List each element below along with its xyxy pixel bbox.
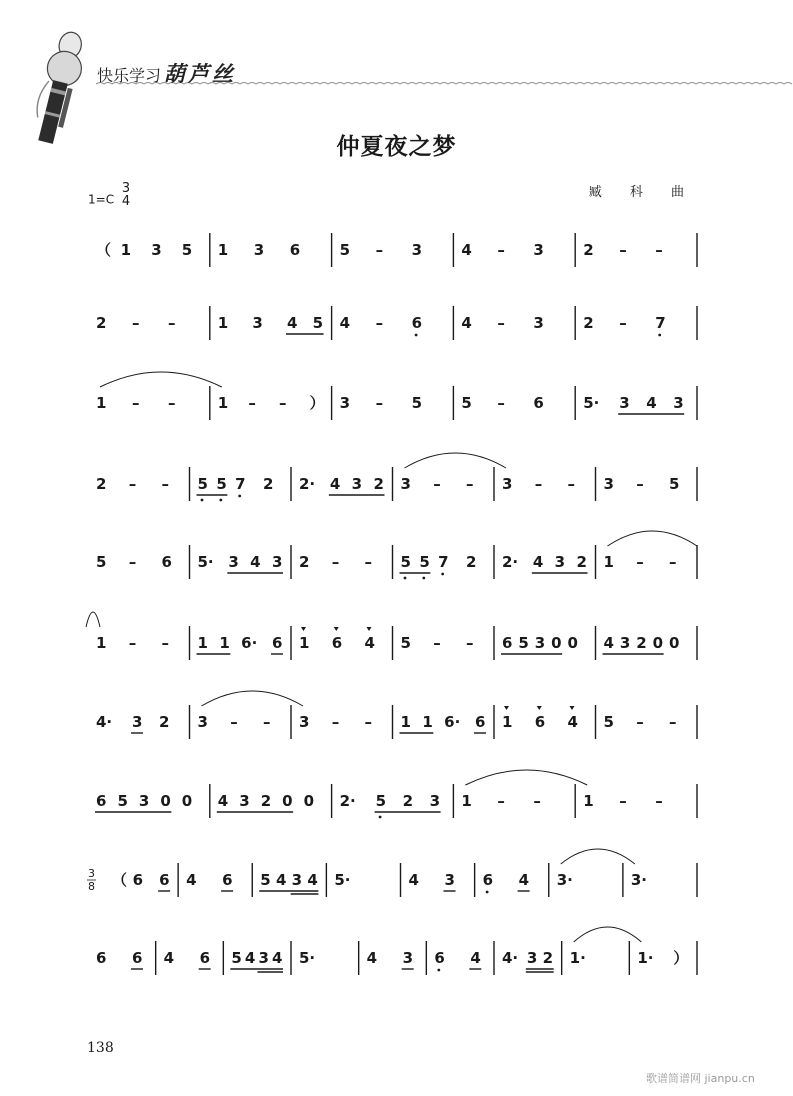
note: 5 [339,241,351,259]
measure [197,626,292,660]
note: 5 [603,713,614,731]
measure [604,545,698,579]
measure [340,386,454,420]
note: 2· [502,553,519,571]
note: 0 [669,634,680,652]
low-octave-dot [219,499,222,502]
staff-row [87,849,697,897]
note: 4 [217,792,229,810]
dash-extension: – [433,475,441,493]
measure [604,467,698,501]
dash-extension: – [466,634,474,652]
note: 5 [260,871,271,889]
note: 3 [138,792,150,810]
note: 1 [217,394,229,412]
note: 0 [181,792,193,810]
page-number: 138 [87,1040,114,1056]
note: 5 [669,475,680,493]
note: 3 [132,713,143,731]
note: 6 [132,949,143,967]
note: 4 [244,949,256,967]
note: 6 [222,871,233,889]
dash-extension: – [497,792,505,810]
dash-extension: – [375,394,384,412]
tie-slur [465,770,587,785]
note: 6 [289,241,301,259]
note: 3· [556,871,573,889]
measure [631,863,697,897]
measure [340,306,454,340]
note: 2 [96,475,107,493]
measure [583,386,697,420]
note: 4 [329,475,341,493]
note: 6 [96,792,107,810]
note: 3 [402,949,414,967]
dash-extension: – [279,394,287,412]
note: 4 [339,314,351,332]
measure [400,705,495,739]
dash-extension: – [497,241,505,259]
dash-extension: – [168,314,176,332]
note: （ [112,871,128,889]
note: 6 [533,394,544,412]
time-signature-denominator: 4 [121,194,131,209]
staff-row [96,233,697,267]
dash-extension: – [263,713,271,731]
note: 1 [217,314,229,332]
staff-row [96,306,697,340]
note: 5 [400,553,411,571]
note: 0 [652,634,664,652]
dash-extension: – [497,314,505,332]
note: 6 [534,713,546,731]
dash-extension: – [636,713,644,731]
note: 4 [287,314,298,332]
note: 0 [551,634,562,652]
measure [96,626,190,660]
note: 2 [636,634,647,652]
measure [461,386,575,420]
staff-row [96,927,697,975]
note: 4 [646,394,657,412]
dash-extension: – [375,314,384,332]
note: 1 [197,634,208,652]
dash-extension: – [132,394,140,412]
note: 3 [429,792,441,810]
dash-extension: – [248,394,256,412]
note: 6 [502,634,513,652]
dash-extension: – [132,314,140,332]
note: 3 [272,553,283,571]
measure [96,705,190,739]
note: 1 [217,241,229,259]
note: 4 [518,871,530,889]
note: 3 [239,792,250,810]
note: 6 [96,949,107,967]
measure [401,626,495,660]
low-octave-dot [486,891,489,894]
dash-extension: – [636,475,644,493]
measure [218,306,332,340]
note: 3 [673,394,684,412]
dash-extension: – [669,713,677,731]
low-octave-dot [238,495,241,498]
note: 4· [502,949,519,967]
note: 4· [96,713,113,731]
note: 3 [533,241,544,259]
note: 1 [120,241,132,259]
note: 3 [526,949,538,967]
dash-extension: – [331,713,340,731]
note: 2 [402,792,414,810]
measure [96,467,190,501]
time-signature-numerator: 3 [121,181,131,196]
measure [96,233,210,267]
measure [164,941,224,975]
tie-slur [561,849,635,864]
tie-slur [574,927,642,942]
key-label: 1=C [88,192,115,207]
measure [604,705,698,739]
measure [603,626,698,660]
note: 4 [364,634,375,652]
note: 3 [228,553,239,571]
note: 2 [299,553,310,571]
note: 3 [291,871,303,889]
note: 6 [272,634,283,652]
measure [299,545,393,579]
measure [367,941,427,975]
measure [218,386,332,420]
measure [299,941,359,975]
note: 6 [161,553,172,571]
measure [217,784,332,818]
staff-row [96,453,697,501]
note: 0 [282,792,293,810]
measure [502,705,596,739]
measure [400,545,495,579]
note: 3 [252,314,263,332]
note: 5 [419,553,430,571]
note: ） [673,949,689,967]
dash-extension: – [433,634,441,652]
meter-change-numerator: 3 [88,867,95,880]
note: 2· [299,475,316,493]
note: （ [96,241,112,259]
low-octave-dot [415,334,418,337]
low-octave-dot [201,499,204,502]
note: 4 [603,634,614,652]
header-brand: 葫芦丝 [164,61,237,86]
note: 5 [96,553,107,571]
staff-row [96,372,697,420]
note: 5 [375,792,387,810]
note: 3· [630,871,648,889]
measure [483,863,549,897]
low-octave-dot [404,577,407,580]
measure [95,784,210,818]
note: 4 [186,871,197,889]
note: 3 [400,475,411,493]
measure [218,233,332,267]
song-title: 仲夏夜之梦 [336,134,457,160]
accent-mark [537,706,542,710]
note: 5 [400,634,411,652]
note: 3 [339,394,351,412]
note: 3 [299,713,310,731]
measure [186,863,252,897]
note: 4 [307,871,318,889]
accent-mark [367,627,372,631]
note: 2 [466,553,477,571]
measure [197,467,292,501]
note: 6 [434,949,445,967]
note: 1· [637,949,654,967]
note: 4 [250,553,261,571]
note: 3 [619,394,630,412]
measure [340,233,454,267]
low-octave-dot [441,573,444,576]
note: 0 [160,792,171,810]
dash-extension: – [466,475,474,493]
note: 3 [502,475,513,493]
measure [409,863,475,897]
low-octave-dot [379,816,382,819]
tie-slur [86,612,100,627]
note: 5· [197,553,214,571]
measure [461,306,575,340]
measure [334,863,400,897]
note: 1 [583,792,594,810]
note: 3 [554,553,566,571]
note: 5· [334,871,351,889]
note: 3 [258,949,269,967]
measure [340,784,454,818]
note: 0 [567,634,578,652]
note: 5· [583,394,600,412]
measure [583,233,697,267]
note: 4 [470,949,481,967]
dash-extension: – [533,792,541,810]
tie-slur [202,691,304,706]
note: ） [309,394,325,412]
note: 1 [299,634,310,652]
note: 4 [567,713,578,731]
measure [198,705,292,739]
note: 6· [444,713,461,731]
staff-row [86,612,697,660]
note: 3 [411,241,423,259]
measure [502,467,596,501]
note: 2 [96,314,107,332]
note: 3 [351,475,363,493]
header-subtitle: 快乐学习 [97,66,162,85]
note: 5· [299,949,316,967]
dash-extension: – [636,553,644,571]
measure [502,545,596,579]
note: 2 [260,792,272,810]
note: 7 [235,475,246,493]
note: 7 [655,314,666,332]
note: 1 [96,394,107,412]
note: 6· [241,634,258,652]
note: 5 [181,241,193,259]
note: 4 [163,949,175,967]
note: 1· [569,949,586,967]
note: 2 [583,314,594,332]
dash-extension: – [619,241,627,259]
note: 4 [275,871,287,889]
measure [501,626,596,660]
measure [461,784,575,818]
measure [112,863,178,897]
accent-mark [334,627,339,631]
tie-slur [608,531,698,546]
dash-extension: – [168,394,176,412]
measure [637,941,697,975]
note: 5 [518,634,529,652]
dash-extension: – [375,241,384,259]
note: 4 [532,553,544,571]
measure [198,545,292,579]
note: 5 [117,792,128,810]
composer-credit: 臧 科 曲 [588,185,696,200]
dash-extension: – [128,553,137,571]
note: 6 [199,949,211,967]
note: 1 [96,634,107,652]
note: 5 [461,394,472,412]
dash-extension: – [364,553,372,571]
note: 6 [475,713,486,731]
header-title [97,58,236,88]
note: 3 [253,241,265,259]
measure [299,705,393,739]
measure [230,941,291,975]
accent-mark [570,706,575,710]
note: 2 [576,553,587,571]
dash-extension: – [161,475,169,493]
dash-extension: – [655,241,663,259]
dash-extension: – [655,792,663,810]
measure [583,306,697,340]
note: 1 [219,634,230,652]
staff-row [96,531,697,579]
dash-extension: – [230,713,238,731]
note: 2· [339,792,356,810]
note: 5 [216,475,227,493]
note: 4 [272,949,283,967]
note: 7 [438,553,449,571]
note: 3 [619,634,631,652]
notation-body [86,233,697,975]
dash-extension: – [128,634,137,652]
low-octave-dot [658,334,661,337]
note: 3 [151,241,162,259]
note: 6 [132,871,143,889]
dash-extension: – [619,314,627,332]
measure [259,863,326,897]
dash-extension: – [497,394,505,412]
measure [461,233,575,267]
measure [96,545,190,579]
note: 1 [422,713,433,731]
accent-mark [301,627,306,631]
dash-extension: – [669,553,677,571]
key-signature [88,181,131,213]
note: 6 [411,314,423,332]
measure [583,784,697,818]
tie-slur [100,372,222,387]
note: 4 [461,314,472,332]
measure [401,467,495,501]
note: 4 [408,871,419,889]
note: 6 [331,634,343,652]
note: 4 [366,949,378,967]
note: 5 [411,394,423,412]
staff-row [95,770,697,818]
note: 3 [534,634,546,652]
dash-extension: – [161,634,169,652]
measure [96,941,156,975]
note: 2 [263,475,274,493]
watermark-text: 歌谱简谱网 jianpu.cn [646,1072,755,1085]
staff-row [96,691,697,739]
accent-mark [504,706,509,710]
measure [557,863,623,897]
measure [502,941,562,975]
dash-extension: – [534,475,543,493]
note: 3 [197,713,208,731]
measure [299,626,393,660]
note: 5 [197,475,208,493]
low-octave-dot [437,969,440,972]
note: 1 [603,553,614,571]
note: 3 [444,871,455,889]
note: 2 [583,241,594,259]
note: 3 [603,475,614,493]
dash-extension: – [331,553,340,571]
note: 6 [482,871,494,889]
note: 4 [461,241,472,259]
note: 6 [159,871,170,889]
meter-change-denominator: 8 [88,880,95,893]
dash-extension: – [128,475,137,493]
note: 1 [502,713,513,731]
dash-extension: – [619,792,627,810]
tie-slur [405,453,507,468]
measure [434,941,494,975]
note: 5 [312,314,324,332]
measure [299,467,393,501]
note: 2 [159,713,170,731]
measure [570,941,630,975]
dash-extension: – [567,475,575,493]
measure [96,386,210,420]
note: 1 [400,713,411,731]
dash-extension: – [364,713,372,731]
low-octave-dot [422,577,425,580]
note: 5 [231,949,242,967]
note: 2 [542,949,554,967]
note: 1 [461,792,472,810]
measure [96,306,210,340]
note: 3 [533,314,544,332]
note: 0 [303,792,315,810]
note: 2 [373,475,384,493]
